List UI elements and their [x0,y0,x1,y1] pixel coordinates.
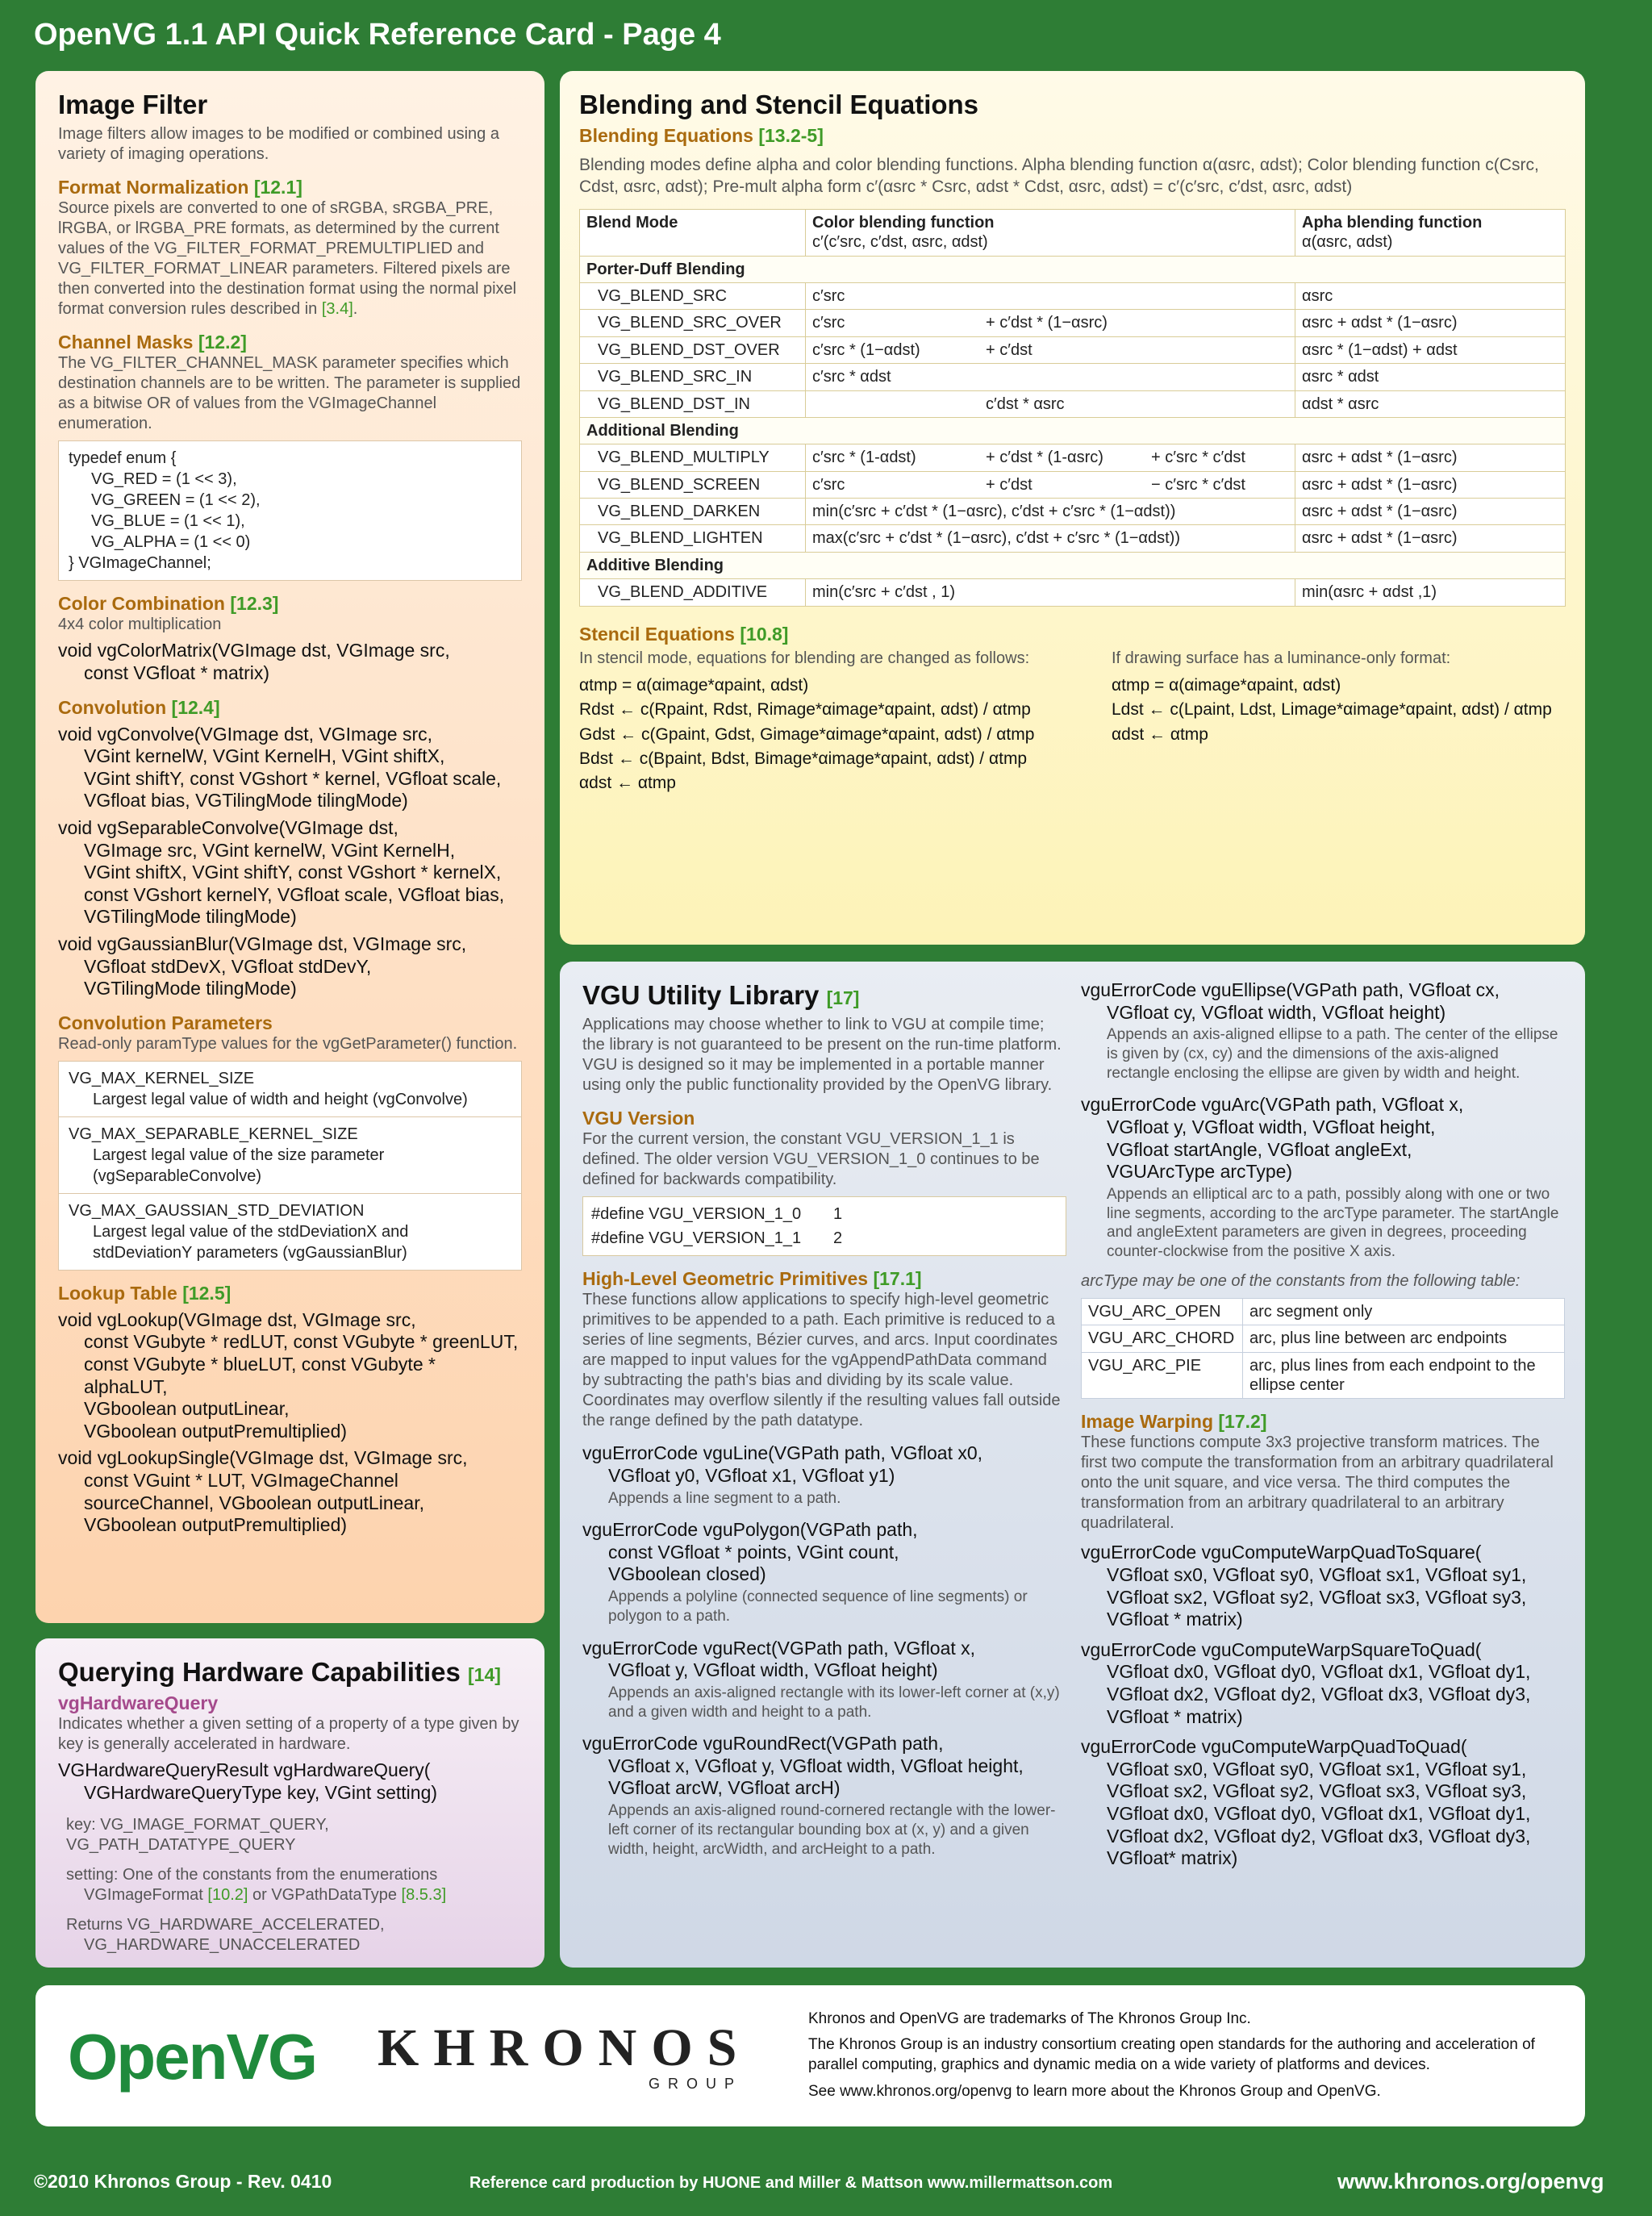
code-line: VGImage src, VGint kernelW, VGint KernelH, [84,839,456,861]
vgu-function [582,1442,1066,1508]
function-desc: Appends an axis-aligned round-cornered rectangle with the lower-left corner of its rectangular bounding box at (x, y) and a given width, height, arcWidth, and arcHeight to a path. [608,1802,1056,1858]
stencil-left [579,649,1063,796]
vggaussianblur-signature [58,933,522,1000]
color-blend-function [806,310,1295,336]
vgu-intro: Applications may choose whether to link to VGU at compile time; the library is not guaranteed to be present on the run-time platform. VGU is designed so it may be implemented in a portable manner using only the public functionality provided by the OpenVG library. [582,1016,1062,1095]
signature-line: VGfloat y, VGfloat width, VGfloat height) [608,1659,938,1681]
channel-masks-heading: Channel Masks [12.2] [58,332,247,353]
color-term: c′src * αdst [812,368,891,386]
arc-type-desc: arc segment only [1243,1298,1565,1325]
arc-type-name: VGU_ARC_PIE [1082,1352,1243,1399]
blend-mode-name: VG_BLEND_LIGHTEN [580,525,806,552]
code-line: void vgConvolve(VGImage dst, VGImage src, [58,723,433,745]
blend-row [580,471,1566,498]
convolution-parameter-row [58,1194,522,1271]
signature-line: VGfloat * matrix) [1107,1609,1243,1630]
alpha-blend-function: αsrc + αdst * (1−αsrc) [1295,525,1566,552]
image-warping-desc: These functions compute 3x3 projective transform matrices. The first two compute the transformation from an arbitrary quadrilateral onto the unit square, and vice versa. The third computes the transformation from an arbitrary quadrilateral to an arbitrary quadrilateral. [1081,1434,1554,1533]
blend-section-name: Porter-Duff Blending [580,256,1566,282]
vgu-version-desc: For the current version, the constant VGU_VERSION_1_1 is defined. The older version VGU_VERSION_1_0 continues to be defined for backwards compatibility. [582,1130,1040,1189]
hardware-query-key: key: VG_IMAGE_FORMAT_QUERY, VG_PATH_DATATYPE_QUERY [66,1816,329,1855]
color-blend-function [806,525,1295,552]
footer-see-more: See www.khronos.org/openvg to learn more about the Khronos Group and OpenVG. [808,2083,1381,2100]
blending-equations-heading: Blending Equations [13.2-5] [579,125,824,147]
vgu-functions-right [1081,979,1565,1262]
blend-row [580,525,1566,552]
alpha-blend-function: αsrc * αdst [1295,364,1566,390]
signature-line: VGfloat y, VGfloat width, VGfloat height, [1107,1116,1436,1138]
geometric-primitives-desc: These functions allow applications to specify high-level geometric primitives to be appended to a path. Each primitive is reduced to a series of line segments, Bézier curves, and arcs. Input coordinates are mapped to input values for the vgAppendPathData command by subtracting the path's bias and dividing by its scale value. Coordinates may overflow silently if the resulting values fall outside the range defined by the path datatype. [582,1291,1061,1430]
signature-line: VGfloat startAngle, VGfloat angleExt, [1107,1138,1412,1160]
enum-line: } VGImageChannel; [69,554,211,573]
khronos-group-label: GROUP [649,2076,743,2092]
blend-section-name: Additive Blending [580,552,1566,578]
vgu-version-defines [582,1196,1066,1256]
vgu-function [1081,979,1565,1083]
arc-type-name: VGU_ARC_OPEN [1082,1298,1243,1325]
code-line: sourceChannel, VGboolean outputLinear, [84,1492,424,1513]
convolution-parameter-row [58,1061,522,1117]
color-term [1010,286,1147,306]
color-term: c′src [812,286,845,305]
vgcolormatrix-signature: void vgColorMatrix(VGImage dst, VGImage src, const VGfloat * matrix) [58,640,450,683]
function-signature [582,1442,1066,1487]
stencil-left-equations [579,674,1063,796]
color-blend-function [806,579,1295,606]
blend-row [580,336,1566,363]
code-line: VGboolean outputLinear, [84,1398,290,1420]
khronos-logo: KHRONOS [378,2018,752,2077]
color-term [1151,340,1288,360]
hardware-query-desc: Indicates whether a given setting of a property of a type given by key is generally accelerated in hardware. [58,1715,519,1754]
vgconvolve-signature [58,724,522,812]
footer-khronos-desc: The Khronos Group is an industry consortium creating open standards for the authoring and acceleration of parallel computing, graphics and dynamic media on a wide variety of platforms and devices. [808,2036,1535,2073]
footer-trademark: Khronos and OpenVG are trademarks of The Khronos Group Inc. [808,2010,1251,2027]
blend-mode-name: VG_BLEND_SRC_IN [580,364,806,390]
openvg-logo: OpenVG [68,2021,317,2093]
copyright: ©2010 Khronos Group - Rev. 0410 [34,2171,332,2192]
blend-section-row [580,256,1566,282]
blend-mode-name: VG_BLEND_DARKEN [580,499,806,525]
arc-type-row [1082,1352,1565,1399]
code-line: VGfloat bias, VGTilingMode tilingMode) [84,790,408,812]
stencil-left-desc: In stencil mode, equations for blending are changed as follows: [579,649,1030,667]
arc-type-name: VGU_ARC_CHORD [1082,1325,1243,1352]
lookup-table-heading: Lookup Table [12.5] [58,1282,232,1304]
define-value: 1 [833,1205,843,1224]
enum-line: typedef enum { [69,449,177,468]
signature-line: vguErrorCode vguPolygon(VGPath path, [582,1519,918,1541]
vgu-left-column [582,979,1066,1859]
blend-mode-name: VG_BLEND_SRC [580,282,806,309]
color-combination-desc: 4x4 color multiplication [58,616,222,634]
color-blend-function [806,282,1295,309]
signature-line: VGboolean closed) [608,1563,766,1585]
code-line: void vgGaussianBlur(VGImage dst, VGImage src, [58,933,467,954]
vglookup-signature [58,1309,522,1443]
vgu-function [582,1733,1066,1859]
function-desc: Appends a polyline (connected sequence of line segments) or polygon to a path. [608,1588,1028,1625]
signature-line: VGfloat dx2, VGfloat dy2, VGfloat dx3, VGfloat dy3, [1107,1683,1531,1705]
blending-heading: Blending and Stencil Equations [579,90,979,119]
color-term [1151,394,1288,414]
blending-panel [560,71,1585,945]
signature-line: vguErrorCode vguRoundRect(VGPath path, [582,1733,944,1755]
blend-mode-name: VG_BLEND_MULTIPLY [580,444,806,471]
vgu-heading: VGU Utility Library [17] [582,980,860,1010]
vghardwarequery-subheading: vgHardwareQuery [58,1692,219,1714]
function-signature [1081,1094,1565,1183]
color-term: min(c′src + c′dst , 1) [812,583,955,602]
code-line: Gdst ← c(Gpaint, Gdst, Gimage*αimage*αpaint, αdst) / αtmp [579,724,1035,744]
blend-mode-name: VG_BLEND_ADDITIVE [580,579,806,606]
arc-type-row [1082,1325,1565,1352]
function-signature [1081,979,1565,1024]
color-term: + c′dst * (1-αsrc) [986,449,1103,467]
vgu-function [582,1519,1066,1625]
code-line: VGboolean outputPremultiplied) [84,1420,348,1442]
code-line: αdst ← αtmp [579,774,676,793]
hardware-query-returns: Returns VG_HARDWARE_ACCELERATED, VG_HARDWARE_UNACCELERATED [66,1916,385,1955]
color-term: c′src [812,314,845,332]
warp-function-signature [1081,1542,1565,1630]
blend-section-row [580,417,1566,444]
code-line: αtmp = α(αimage*αpaint, αdst) [1112,675,1341,695]
arc-type-desc: arc, plus lines from each endpoint to the ellipse center [1243,1352,1565,1399]
color-term [845,286,1010,306]
enum-line: VG_GREEN = (1 << 2), [91,491,261,510]
alpha-blend-function: αsrc + αdst * (1−αsrc) [1295,444,1566,471]
code-line: void vgLookup(VGImage dst, VGImage src, [58,1308,416,1330]
blend-section-row [580,552,1566,578]
convolution-parameter-row [58,1117,522,1194]
function-signature [582,1638,1066,1682]
enum-line: VG_RED = (1 << 3), [91,470,237,489]
signature-line: VGUArcType arcType) [1107,1161,1293,1183]
color-term: − c′src * c′dst [1151,475,1245,494]
stencil-right-desc: If drawing surface has a luminance-only format: [1112,649,1451,667]
image-filter-intro: Image filters allow images to be modified or combined using a variety of imaging operations. [58,125,499,164]
alpha-blend-function: αsrc + αdst * (1−αsrc) [1295,471,1566,498]
color-term: + c′dst * (1−αsrc) [986,314,1108,332]
signature-line: VGfloat cy, VGfloat width, VGfloat height) [1107,1001,1446,1023]
signature-line: VGfloat x, VGfloat y, VGfloat width, VGfloat height, [608,1755,1024,1776]
vgu-functions-left [582,1442,1066,1859]
channel-masks-desc: The VG_FILTER_CHANNEL_MASK parameter specifies which destination channels are to be written. The parameter is supplied as a bitwise OR of values from the VGImageChannel enumeration. [58,354,521,433]
col-color-blending: Color blending function c′(c′src, c′dst, αsrc, αdst) [806,209,1295,256]
blend-mode-name: VG_BLEND_SCREEN [580,471,806,498]
color-blend-function [806,499,1295,525]
vgimagechannel-enum-box [58,440,522,581]
blend-mode-name: VG_BLEND_DST_OVER [580,336,806,363]
vgu-function [1081,1094,1565,1261]
col-alpha-blending: Apha blending function α(αsrc, αdst) [1295,209,1566,256]
convolution-parameters-desc: Read-only paramType values for the vgGetParameter() function. [58,1034,518,1053]
alpha-blend-function: αdst * αsrc [1295,390,1566,417]
signature-line: VGfloat arcW, VGfloat arcH) [608,1777,841,1799]
color-blend-function [806,471,1295,498]
signature-line: VGfloat dx0, VGfloat dy0, VGfloat dx1, VGfloat dy1, [1107,1661,1531,1683]
color-term: + c′dst [986,340,1032,359]
blend-row [580,310,1566,336]
parameter-desc: Largest legal value of the size parameter (vgSeparableConvolve) [93,1146,385,1185]
alpha-blend-function: min(αsrc + αdst ,1) [1295,579,1566,606]
color-term: + c′dst [986,475,1032,494]
function-signature [582,1733,1066,1800]
blending-desc: Blending modes define alpha and color blending functions. Alpha blending function α(αsrc, αdst); Color blending function c(Csrc, Cdst, αsrc, αdst); Pre-mult alpha form c′(αsrc * Csrc, αdst * Cdst, αsrc, αdst) = c′(c′src, c′dst, αsrc, αdst) [579,156,1539,196]
color-term: c′src [812,475,845,494]
hardware-query-panel [35,1638,544,1968]
vghardwarequery-signature: VGHardwareQueryResult vgHardwareQuery( VGHardwareQueryType key, VGint setting) [58,1759,438,1803]
vgu-version-heading: VGU Version [582,1108,695,1129]
blend-row [580,364,1566,390]
image-warping-heading: Image Warping [17.2] [1081,1411,1267,1433]
signature-line: VGfloat y0, VGfloat x1, VGfloat y1) [608,1464,895,1486]
signature-line: vguErrorCode vguLine(VGPath path, VGfloat x0, [582,1442,983,1464]
vgu-right-column [1081,979,1565,1870]
alpha-blend-function: αsrc + αdst * (1−αsrc) [1295,499,1566,525]
convolution-parameters-table [58,1061,522,1271]
blend-row [580,282,1566,309]
function-desc: Appends an axis-aligned rectangle with its lower-left corner at (x,y) and a given width and height to a path. [608,1684,1060,1721]
stencil-right [1112,649,1552,796]
signature-line: VGfloat dx2, VGfloat dy2, VGfloat dx3, VGfloat dy3, [1107,1825,1531,1847]
blend-row [580,390,1566,417]
signature-line: VGfloat sx2, VGfloat sy2, VGfloat sx3, VGfloat sy3, [1107,1586,1527,1608]
define-name: #define VGU_VERSION_1_1 [591,1229,802,1248]
stencil-right-equations [1112,674,1552,747]
define-name: #define VGU_VERSION_1_0 [591,1205,802,1224]
code-line: VGint kernelW, VGint KernelH, VGint shiftX, [84,745,445,767]
code-line: VGboolean outputPremultiplied) [84,1514,348,1536]
color-term [891,367,1057,386]
code-line: VGint shiftY, const VGshort * kernel, VGfloat scale, [84,767,502,789]
vgu-panel [560,962,1585,1968]
vgu-define-row [591,1202,1058,1226]
hardware-query-heading: Querying Hardware Capabilities [14] [58,1657,501,1687]
footer-panel [35,1985,1585,2126]
color-term: min(c′src + c′dst * (1−αsrc), c′dst + c′src * (1−αdst)) [812,503,1176,521]
blend-mode-name: VG_BLEND_DST_IN [580,390,806,417]
blend-section-name: Additional Blending [580,417,1566,444]
signature-line: VGfloat sx2, VGfloat sy2, VGfloat sx3, VGfloat sy3, [1107,1780,1527,1802]
page-title: OpenVG 1.1 API Quick Reference Card - Page 4 [34,18,721,52]
function-signature [582,1519,1066,1586]
parameter-desc: Largest legal value of the stdDeviationX and stdDeviationY parameters (vgGaussianBlur) [93,1222,409,1262]
signature-line: VGfloat* matrix) [1107,1847,1238,1869]
col-blend-mode: Blend Mode [580,209,806,256]
parameter-name: VG_MAX_GAUSSIAN_STD_DEVIATION [69,1201,365,1220]
code-line: VGTilingMode tilingMode) [84,906,297,928]
code-line: const VGshort kernelY, VGfloat scale, VGfloat bias, [84,883,505,905]
code-line: VGfloat stdDevX, VGfloat stdDevY, [84,955,372,977]
production-credit: Reference card production by HUONE and Miller & Mattson www.millermattson.com [469,2174,1113,2192]
arc-type-note: arcType may be one of the constants from the following table: [1081,1271,1521,1290]
warp-function-signature [1081,1639,1565,1728]
vglookupsingle-signature [58,1447,522,1536]
signature-line: vguErrorCode vguEllipse(VGPath path, VGfloat cx, [1081,979,1500,1000]
image-filter-panel [35,71,544,1623]
parameter-name: VG_MAX_KERNEL_SIZE [69,1069,255,1087]
image-filter-heading: Image Filter [58,90,208,119]
arc-type-row [1082,1298,1565,1325]
blend-mode-table [579,209,1566,607]
signature-line: VGfloat sx0, VGfloat sy0, VGfloat sx1, VGfloat sy1, [1107,1758,1527,1780]
signature-line: vguErrorCode vguComputeWarpQuadToQuad( [1081,1736,1467,1758]
color-term: c′src * (1−αdst) [812,340,920,359]
function-desc: Appends a line segment to a path. [608,1489,841,1507]
warp-function-signature [1081,1736,1565,1870]
signature-line: VGfloat sx0, VGfloat sy0, VGfloat sx1, VGfloat sy1, [1107,1564,1527,1586]
color-term [1151,313,1288,332]
color-term: c′src * (1-αdst) [812,449,916,467]
convolution-parameters-heading: Convolution Parameters [58,1012,273,1033]
alpha-blend-function: αsrc + αdst * (1−αsrc) [1295,310,1566,336]
color-combination-heading: Color Combination [12.3] [58,593,279,615]
function-desc: Appends an elliptical arc to a path, possibly along with one or two line segments, according to the arcType parameter. The startAngle and angleExtent parameters are given in degrees, proceeding counter-clockwise from the positive X axis. [1107,1185,1559,1261]
format-normalization-heading: Format Normalization [12.1] [58,177,302,198]
vgu-function [582,1638,1066,1722]
define-value: 2 [833,1229,843,1248]
color-blend-function [806,364,1295,390]
color-term [1120,582,1258,602]
color-term: + c′src * c′dst [1151,449,1245,467]
alpha-blend-function: αsrc * (1−αdst) + αdst [1295,336,1566,363]
footer-url[interactable]: www.khronos.org/openvg [1337,2169,1604,2193]
color-term: max(c′src + c′dst * (1−αsrc), c′dst + c′src * (1−αdst)) [812,529,1180,548]
signature-line: vguErrorCode vguArc(VGPath path, VGfloat x, [1081,1094,1464,1116]
code-line: void vgSeparableConvolve(VGImage dst, [58,817,398,838]
convolution-heading: Convolution [12.4] [58,696,220,718]
code-line: VGint shiftX, VGint shiftY, const VGshort * kernelX, [84,862,502,883]
format-normalization-desc: Source pixels are converted to one of sRGBA, sRGBA_PRE, lRGBA, or lRGBA_PRE formats, as determined by the current values of the VG_FILTER_FORMAT_PREMULTIPLIED and VG_FILTER_FORMAT_LINEAR parameters. Filtered pixels are then converted into the destination format using the normal pixel format conversion rules described in [3.4]. [58,199,517,319]
color-blend-function [806,444,1295,471]
stencil-equations-heading: Stencil Equations [10.8] [579,623,789,645]
signature-line: VGfloat * matrix) [1107,1705,1243,1727]
parameter-name: VG_MAX_SEPARABLE_KERNEL_SIZE [69,1125,358,1143]
code-line: αdst ← αtmp [1112,724,1208,744]
signature-line: vguErrorCode vguComputeWarpSquareToQuad( [1081,1638,1482,1660]
geometric-primitives-heading: High-Level Geometric Primitives [17.1] [582,1268,922,1290]
code-line: const VGubyte * blueLUT, const VGubyte * alphaLUT, [84,1354,436,1397]
code-line: Bdst ← c(Bpaint, Bdst, Bimage*αimage*αpaint, αdst) / αtmp [579,749,1028,769]
hardware-query-setting: setting: One of the constants from the enumerations VGImageFormat [10.2] or VGPathDataType [8.5.3] [66,1866,447,1905]
alpha-blend-function: αsrc [1295,282,1566,309]
color-term [812,394,986,414]
color-term [955,582,1120,602]
blend-row [580,579,1566,606]
enum-line: VG_BLUE = (1 << 1), [91,512,245,531]
code-line: Ldst ← c(Lpaint, Ldst, Limage*αimage*αpaint, αdst) / αtmp [1112,700,1552,720]
blend-row [580,444,1566,471]
color-blend-function [806,390,1295,417]
code-line: const VGuint * LUT, VGImageChannel [84,1470,398,1491]
vgseparableconvolve-signature [58,817,522,929]
image-warping-functions [1081,1542,1565,1869]
enum-line: VG_ALPHA = (1 << 0) [91,533,251,552]
signature-line: vguErrorCode vguRect(VGPath path, VGfloat x, [582,1637,976,1659]
color-term [1057,367,1194,386]
blend-row [580,499,1566,525]
signature-line: const VGfloat * points, VGint count, [608,1541,899,1563]
code-line: Rdst ← c(Rpaint, Rdst, Rimage*αimage*αpaint, αdst) / αtmp [579,700,1031,720]
function-desc: Appends an axis-aligned ellipse to a path. The center of the ellipse is given by (cx, cy) and the dimensions of the axis-aligned rectangle enclosing the ellipse are given by width and height. [1107,1026,1558,1082]
code-line: αtmp = α(αimage*αpaint, αdst) [579,675,809,695]
code-line: VGTilingMode tilingMode) [84,978,297,999]
code-line: const VGubyte * redLUT, const VGubyte * greenLUT, [84,1331,519,1353]
signature-line: VGfloat dx0, VGfloat dy0, VGfloat dx1, VGfloat dy1, [1107,1802,1531,1824]
blend-mode-name: VG_BLEND_SRC_OVER [580,310,806,336]
signature-line: vguErrorCode vguComputeWarpQuadToSquare( [1081,1542,1482,1563]
color-term: c′dst * αsrc [986,394,1065,413]
arc-type-table [1081,1298,1565,1400]
parameter-desc: Largest legal value of width and height (vgConvolve) [93,1090,468,1108]
arc-type-desc: arc, plus line between arc endpoints [1243,1325,1565,1352]
code-line: void vgLookupSingle(VGImage dst, VGImage src, [58,1447,468,1469]
color-blend-function [806,336,1295,363]
vgu-define-row [591,1226,1058,1250]
